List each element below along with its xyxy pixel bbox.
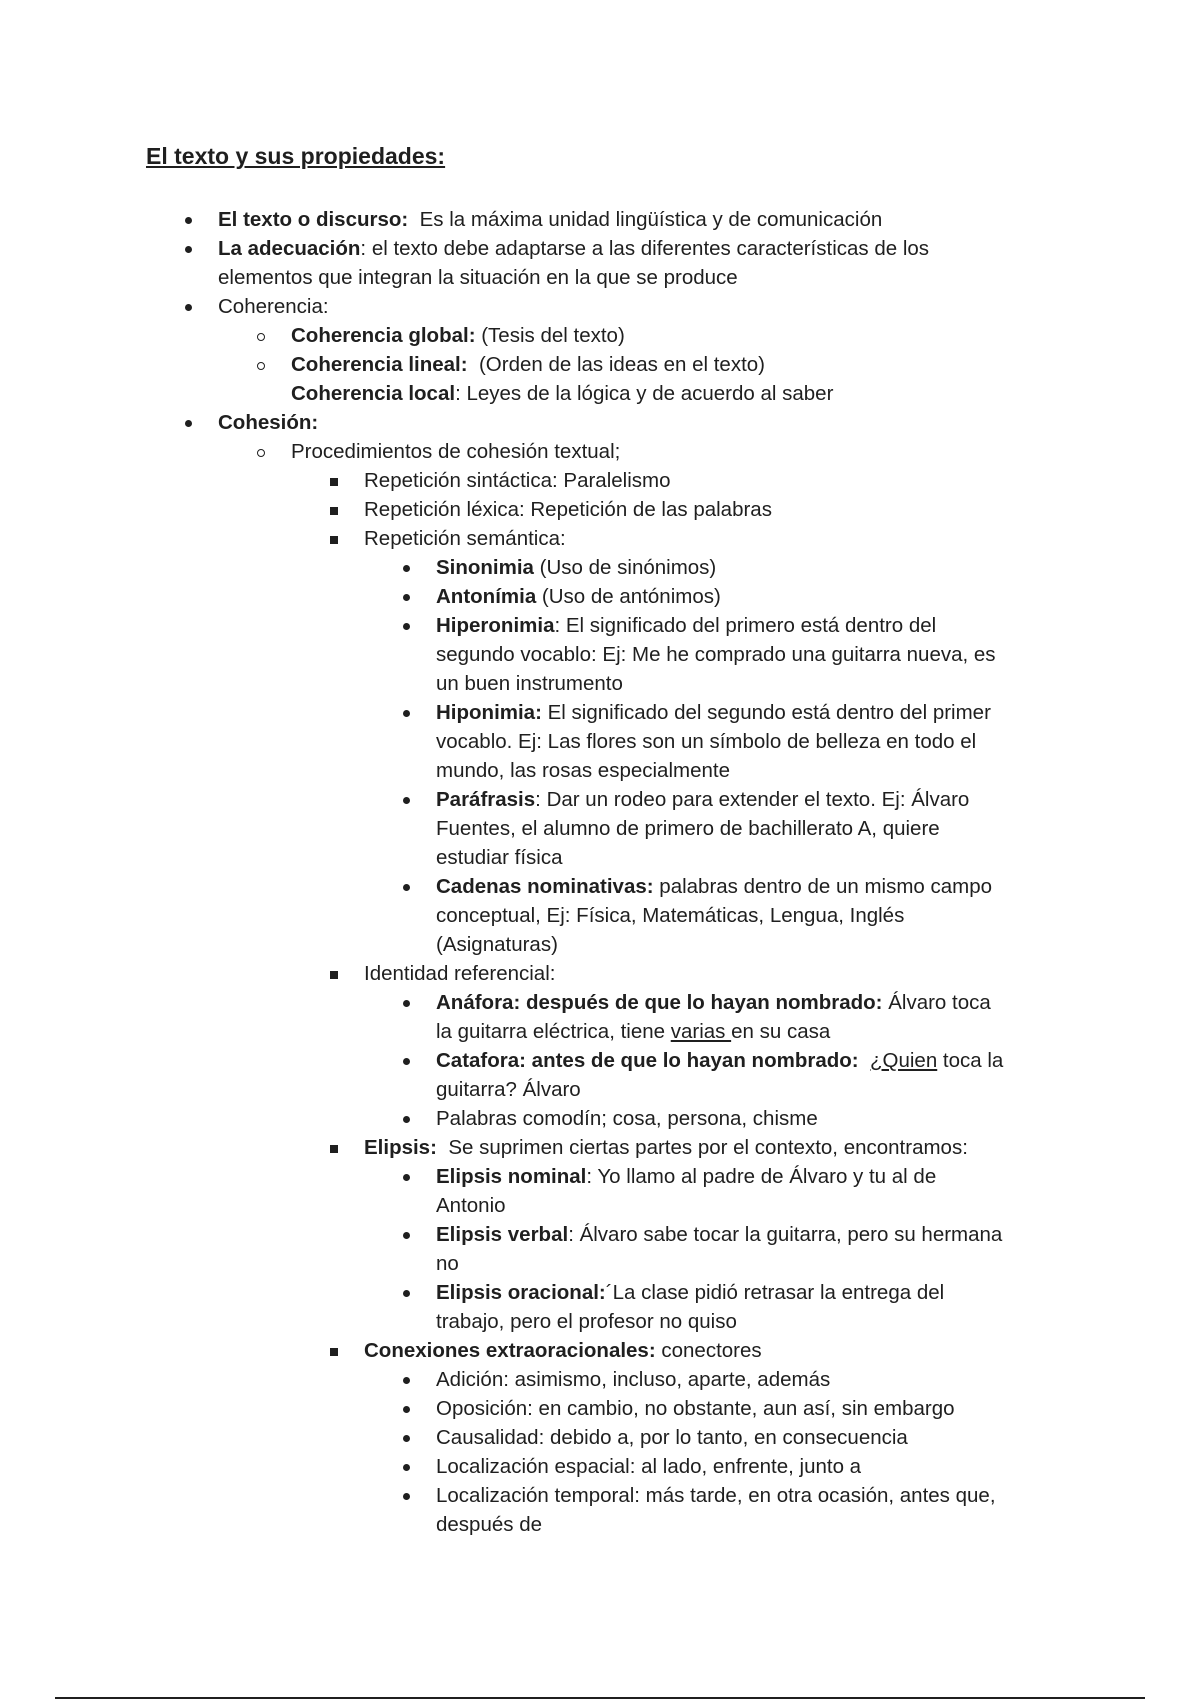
list-item-coherencia: Coherencia: [0, 292, 1200, 321]
list-item-hiponimia: Hiponimia: El significado del segundo está dentro del primer [0, 698, 1200, 727]
list-item-coherencia-local: Coherencia local: Leyes de la lógica y de acuerdo al saber [291, 382, 834, 405]
bullet-icon [396, 1220, 416, 1249]
bullet-icon [396, 1452, 416, 1481]
list-item-continuation: después de [436, 1513, 543, 1536]
bullet-icon [396, 1278, 416, 1307]
bullet-icon [396, 1365, 416, 1394]
bullet-icon [178, 292, 198, 321]
list-item-continuation: segundo vocablo: Ej: Me he comprado una guitarra nueva, es [436, 643, 996, 666]
list-item-continuation: estudiar física [436, 846, 563, 869]
hollow-bullet-icon [251, 437, 271, 466]
list-item-coherencia-global: Coherencia global: (Tesis del texto) [0, 321, 1200, 350]
list-item-parafrasis: Paráfrasis: Dar un rodeo para extender el texto. Ej: Álvaro [0, 785, 1200, 814]
list-item-catafora: Catafora: antes de que lo hayan nombrado: ¿Quien toca la [0, 1046, 1200, 1075]
list-item-continuation: conceptual, Ej: Física, Matemáticas, Lengua, Inglés [436, 904, 905, 927]
list-item-adicion: Adición: asimismo, incluso, aparte, además [0, 1365, 1200, 1394]
list-item-antonimia: Antonímia (Uso de antónimos) [0, 582, 1200, 611]
list-item-continuation: elementos que integran la situación en la que se produce [218, 266, 738, 289]
list-item-coherencia-lineal: Coherencia lineal: (Orden de las ideas en el texto) [0, 350, 1200, 379]
square-bullet-icon [324, 524, 344, 553]
list-item-texto: El texto o discurso: Es la máxima unidad lingüística y de comunicación [0, 205, 1200, 234]
list-item-continuation: no [436, 1252, 459, 1275]
list-item-identidad: Identidad referencial: [0, 959, 1200, 988]
list-item-elipsis-verbal: Elipsis verbal: Álvaro sabe tocar la guitarra, pero su hermana [0, 1220, 1200, 1249]
document-body [0, 205, 1200, 1539]
square-bullet-icon [324, 495, 344, 524]
list-item-rep-semantica: Repetición semántica: [0, 524, 1200, 553]
list-item-rep-sintactica: Repetición sintáctica: Paralelismo [0, 466, 1200, 495]
list-item-continuation: trabajo, pero el profesor no quiso [436, 1310, 737, 1333]
list-item-oposicion: Oposición: en cambio, no obstante, aun así, sin embargo [0, 1394, 1200, 1423]
list-item-temporal: Localización temporal: más tarde, en otra ocasión, antes que, [0, 1481, 1200, 1510]
bullet-icon [396, 698, 416, 727]
list-item-anafora: Anáfora: después de que lo hayan nombrado: Álvaro toca [0, 988, 1200, 1017]
list-item-continuation: vocablo. Ej: Las flores son un símbolo de belleza en todo el [436, 730, 977, 753]
list-item-conexiones: Conexiones extraoracionales: conectores [0, 1336, 1200, 1365]
bullet-icon [178, 205, 198, 234]
square-bullet-icon [324, 1133, 344, 1162]
list-item-espacial: Localización espacial: al lado, enfrente, junto a [0, 1452, 1200, 1481]
list-item-cadenas: Cadenas nominativas: palabras dentro de un mismo campo [0, 872, 1200, 901]
hollow-bullet-icon [251, 321, 271, 350]
bullet-icon [178, 234, 198, 263]
list-item-elipsis: Elipsis: Se suprimen ciertas partes por el contexto, encontramos: [0, 1133, 1200, 1162]
square-bullet-icon [324, 1336, 344, 1365]
list-item-elipsis-nominal: Elipsis nominal: Yo llamo al padre de Álvaro y tu al de [0, 1162, 1200, 1191]
list-item-procedimientos: Procedimientos de cohesión textual; [0, 437, 1200, 466]
list-item-cohesion: Cohesión: [0, 408, 1200, 437]
bullet-icon [396, 1481, 416, 1510]
square-bullet-icon [324, 466, 344, 495]
bullet-icon [396, 1104, 416, 1133]
bullet-icon [396, 1162, 416, 1191]
list-item-elipsis-oracional: Elipsis oracional:´La clase pidió retrasar la entrega del [0, 1278, 1200, 1307]
list-item-continuation: la guitarra eléctrica, tiene varias en su casa [436, 1020, 831, 1043]
list-item-continuation: mundo, las rosas especialmente [436, 759, 730, 782]
list-item-continuation: Fuentes, el alumno de primero de bachillerato A, quiere [436, 817, 940, 840]
bullet-icon [396, 1423, 416, 1452]
hollow-bullet-icon [251, 350, 271, 379]
list-item-continuation: (Asignaturas) [436, 933, 558, 956]
list-item-rep-lexica: Repetición léxica: Repetición de las palabras [0, 495, 1200, 524]
list-item-hiperonimia: Hiperonimia: El significado del primero está dentro del [0, 611, 1200, 640]
list-item-sinonimia: Sinonimia (Uso de sinónimos) [0, 553, 1200, 582]
bullet-icon [396, 872, 416, 901]
square-bullet-icon [324, 959, 344, 988]
list-item-continuation: un buen instrumento [436, 672, 623, 695]
list-item-causalidad: Causalidad: debido a, por lo tanto, en consecuencia [0, 1423, 1200, 1452]
bullet-icon [396, 611, 416, 640]
bullet-icon [396, 553, 416, 582]
list-item-continuation: guitarra? Álvaro [436, 1078, 581, 1101]
list-item-comodin: Palabras comodín; cosa, persona, chisme [0, 1104, 1200, 1133]
page-title: El texto y sus propiedades: [146, 143, 446, 169]
bullet-icon [396, 1046, 416, 1075]
page-bottom-divider [55, 1697, 1145, 1699]
bullet-icon [178, 408, 198, 437]
list-item-continuation: Antonio [436, 1194, 506, 1217]
list-item-adecuacion: La adecuación: el texto debe adaptarse a las diferentes características de los [0, 234, 1200, 263]
bullet-icon [396, 785, 416, 814]
bullet-icon [396, 988, 416, 1017]
bullet-icon [396, 1394, 416, 1423]
bullet-icon [396, 582, 416, 611]
